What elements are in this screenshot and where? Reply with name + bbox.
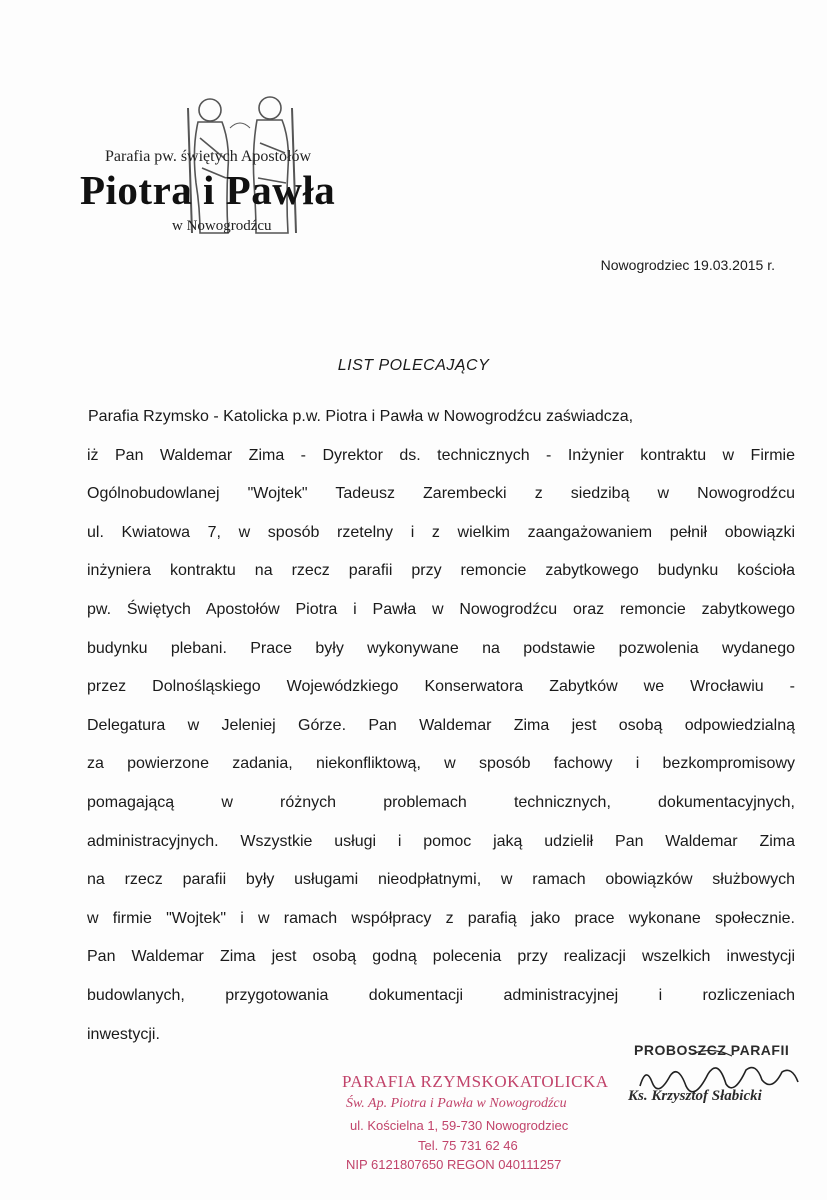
body-line: w firmie "Wojtek" i w ramach współpracy z parafią jako prace wykonane społecznie. [87,909,795,927]
letterhead-parish-line: Parafia pw. świętych Apostołów [105,148,312,165]
signature-title: PROBOSZCZ PARAFII [634,1042,790,1058]
parish-stamp [342,1072,609,1182]
letterhead-title: Piotra i Pawła [80,167,336,213]
body-line: Ogólnobudowlanej "Wojtek" Tadeusz Zarembecki z siedzibą w Nowogrodźcu [87,485,795,503]
body-line: za powierzone zadania, niekonfliktową, w sposób fachowy i bezkompromisowy [87,755,795,773]
signature-name: Ks. Krzysztof Słabicki [628,1088,762,1104]
body-line: Delegatura w Jeleniej Górze. Pan Waldemar Zima jest osobą odpowiedzialną [87,716,795,734]
letter-title: LIST POLECAJĄCY [337,357,490,374]
letter-body [87,398,795,1054]
body-line: na rzecz parafii były usługami nieodpłatnymi, w ramach obowiązków służbowych [87,871,795,889]
stamp-phone: Tel. 75 731 62 46 [418,1138,518,1153]
body-line: Parafia Rzymsko - Katolicka p.w. Piotra i Pawła w Nowogrodźcu zaświadcza, [88,408,634,425]
handwritten-signature [622,1036,822,1116]
signature-block [622,1036,822,1116]
stamp-name: PARAFIA RZYMSKOKATOLICKA [342,1072,609,1091]
stamp-parish: Św. Ap. Piotra i Pawła w Nowogrodźcu [346,1096,567,1111]
stamp-nip-regon: NIP 6121807650 REGON 040111257 [346,1157,562,1172]
body-line: przez Dolnośląskiego Wojewódzkiego Konserwatora Zabytków we Wrocławiu - [87,678,795,696]
body-line: pomagającą w różnych problemach technicznych, dokumentacyjnych, [87,793,795,811]
body-line: budowlanych, przygotowania dokumentacji administracyjnej i rozliczeniach [87,986,795,1004]
stamp-address: ul. Kościelna 1, 59-730 Nowogrodziec [350,1118,569,1133]
letterhead-location: w Nowogrodźcu [172,218,272,234]
body-line: administracyjnych. Wszystkie usługi i pomoc jaką udzielił Pan Waldemar Zima [87,832,795,850]
body-line: budynku plebani. Prace były wykonywane na podstawie pozwolenia wydanego [87,639,795,657]
body-line: inwestycji. [87,1025,160,1043]
letterhead [80,88,400,248]
letter-date: Nowogrodziec 19.03.2015 r. [600,257,775,273]
body-line: inżyniera kontraktu na rzecz parafii przy remoncie zabytkowego budynku kościoła [87,562,795,580]
body-line: Pan Waldemar Zima jest osobą godną polecenia przy realizacji wszelkich inwestycji [87,948,795,966]
body-line: ul. Kwiatowa 7, w sposób rzetelny i z wielkim zaangażowaniem pełnił obowiązki [87,523,795,541]
body-line: pw. Świętych Apostołów Piotra i Pawła w Nowogrodźcu oraz remoncie zabytkowego [87,600,795,618]
body-line: iż Pan Waldemar Zima - Dyrektor ds. technicznych - Inżynier kontraktu w Firmie [87,446,795,464]
